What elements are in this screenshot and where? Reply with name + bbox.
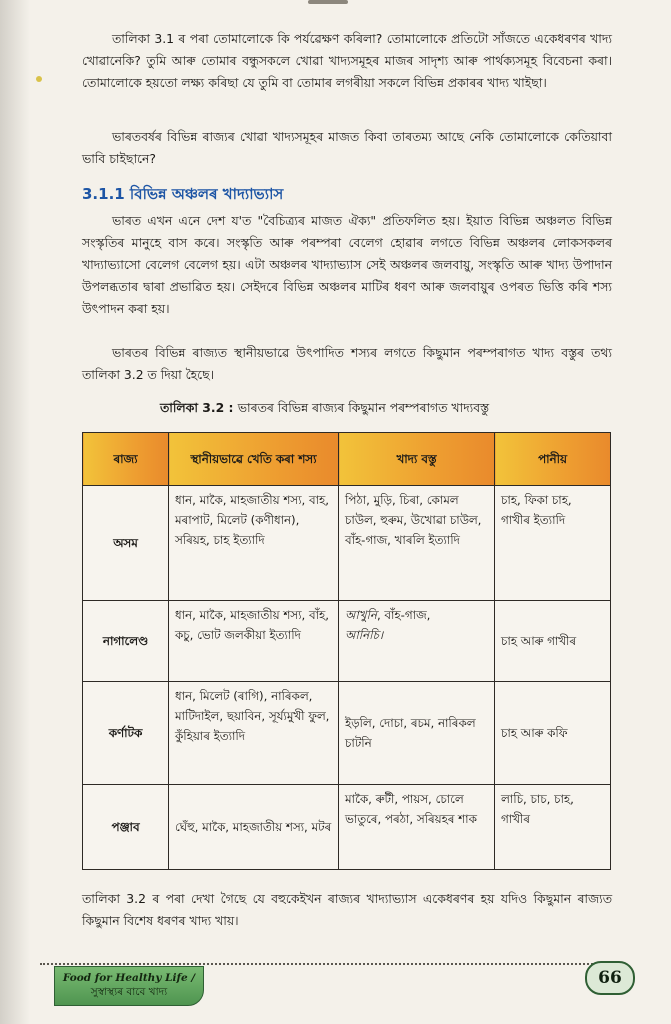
crops-cell: ধান, মাকৈ, মাহজাতীয় শস্য, বাঁহ, কচু, ভোট জলকীয়া ইত্যাদি xyxy=(169,601,339,682)
food-cell: মাকৈ, ৰুটী, পায়স, চোলে ভাতুৰে, পৰঠা, সৰিয়হৰ শাক xyxy=(339,785,495,870)
state-cell: নাগালেণ্ড xyxy=(83,601,169,682)
food-italic-anishi: আনিচি। xyxy=(345,628,384,642)
margin-dot xyxy=(36,76,42,82)
crops-cell: ধান, মিলেট (ৰাগি), নাৰিকল, মাটিদাইল, ছয়াবিন, সূৰ্য্যমুখী ফুল, কুঁহিয়াৰ ইত্যাদি xyxy=(169,682,339,785)
header-food: খাদ্য বস্তু xyxy=(339,433,495,486)
drink-cell: চাহ, ফিকা চাহ, গাখীৰ ইত্যাদি xyxy=(495,486,611,601)
drink-cell: চাহ আৰু গাখীৰ xyxy=(495,601,611,682)
table-caption-text: ভাৰতৰ বিভিন্ন ৰাজ্যৰ কিছুমান পৰম্পৰাগত খাদ্যবস্তু xyxy=(237,400,490,415)
footer-book-title xyxy=(54,966,204,1006)
table-row xyxy=(83,785,611,870)
state-cell: পঞ্জাব xyxy=(83,785,169,870)
book-title-english: Food for Healthy Life / xyxy=(62,972,196,984)
state-cell: অসম xyxy=(83,486,169,601)
drink-cell: চাহ আৰু কফি xyxy=(495,682,611,785)
section-heading: 3.1.1 বিভিন্ন অঞ্চলৰ খাদ্যাভ্যাস xyxy=(82,185,284,203)
closing-paragraph: তালিকা 3.2 ৰ পৰা দেখা গৈছে যে বহুকেইখন ৰাজ্যৰ খাদ্যাভ্যাস একেধৰণৰ হয় যদিও কিছুমান ৰাজ্যত কিছুমান বিশেষ ধৰণৰ খাদ্য খায়। xyxy=(82,891,612,928)
state-cell: কৰ্ণাটক xyxy=(83,682,169,785)
binding-shadow xyxy=(0,0,30,1024)
top-page-mark xyxy=(308,0,348,4)
footer-dotted-line xyxy=(40,963,600,965)
food-cell xyxy=(339,601,495,682)
food-italic-akhuni: আখুনি xyxy=(345,608,377,622)
intro-paragraph-2: ভাৰতবৰ্ষৰ বিভিন্ন ৰাজ্যৰ খোৱা খাদ্যসমূহৰ মাজত কিবা তাৰতম্য আছে নেকি তোমালোকে কেতিয়াবা ভাবি চাইছানে? xyxy=(82,129,612,166)
section-paragraph-2: ভাৰতৰ বিভিন্ন ৰাজ্যত স্থানীয়ভাৱে উৎপাদিত শস্যৰ লগতে কিছুমান পৰম্পৰাগত খাদ্য বস্তুৰ তথ্য তালিকা 3.2 ত দিয়া হৈছে। xyxy=(82,345,612,382)
table-caption-label: তালিকা 3.2 : xyxy=(160,400,234,415)
table-row xyxy=(83,486,611,601)
header-crops: স্থানীয়ভাৱে খেতি কৰা শস্য xyxy=(169,433,339,486)
crops-cell: ধান, মাকৈ, মাহজাতীয় শস্য, বাহ, মৰাপাট, মিলেট (কণীধান), সৰিয়হ, চাহ ইত্যাদি xyxy=(169,486,339,601)
section-paragraph-1: ভাৰত এখন এনে দেশ য'ত "বৈচিত্ৰ্যৰ মাজত ঐক্য" প্ৰতিফলিত হয়। ইয়াত বিভিন্ন অঞ্চলত বিভিন্ন সংস্কৃতিৰ মানুহে বাস কৰে। সংস্কৃতি আৰু পৰম্পৰা বেলেগ হোৱাৰ লগতে বিভিন্ন অঞ্চলৰ লোকসকলৰ খাদ্যাভ্যাসো বেলেগ বেলেগ হয়। এটা অঞ্চলৰ খাদ্যাভ্যাস সেই অঞ্চলৰ জলবায়ু, সংস্কৃতি আৰু খাদ্য উপাদান উপলব্ধতাৰ দ্বাৰা প্ৰভাৱিত হয়। সেইদৰে বিভিন্ন অঞ্চলৰ মাটিৰ ধৰণ আৰু জলবায়ুৰ ওপৰত ভিত্তি কৰি শস্য উৎপাদন কৰা হয়। xyxy=(82,213,612,316)
crops-cell: ঘেঁহু, মাকৈ, মাহজাতীয় শস্য, মটৰ xyxy=(169,785,339,870)
traditional-food-table xyxy=(82,432,611,870)
header-drink: পানীয় xyxy=(495,433,611,486)
table-row xyxy=(83,682,611,785)
drink-cell: লাচি, চাচ, চাহ, গাখীৰ xyxy=(495,785,611,870)
food-cell: পিঠা, মুড়ি, চিৰা, কোমল চাউল, হুৰুম, উখোৱা চাউল, বাঁহ-গাজ, খাৰলি ইত্যাদি xyxy=(339,486,495,601)
food-plain: , বাঁহ-গাজ, xyxy=(376,608,431,622)
intro-paragraph-1: তালিকা 3.1 ৰ পৰা তোমালোকে কি পৰ্যৱেক্ষণ কৰিলা? তোমালোকে প্ৰতিটো সাঁজতে একেধৰণৰ খাদ্য খোৱানেকি? তুমি আৰু তোমাৰ বন্ধুসকলে খোৱা খাদ্যসমূহৰ মাজৰ সাদৃশ্য আৰু পাৰ্থক্যসমূহ বিবেচনা কৰা। তোমালোকে হয়তো লক্ষ্য কৰিছা যে তুমি বা তোমাৰ লগৰীয়া সকলে বিভিন্ন প্ৰকাৰৰ খাদ্য খাইছা। xyxy=(82,31,612,90)
table-row xyxy=(83,601,611,682)
table-header-row xyxy=(83,433,611,486)
header-state: ৰাজ্য xyxy=(83,433,169,486)
table-caption xyxy=(160,400,600,420)
page-number: 66 xyxy=(585,961,635,995)
food-cell: ইড়লি, দোচা, ৰচম, নাৰিকল চাটনি xyxy=(339,682,495,785)
book-title-assamese: সুস্বাস্থ্যৰ বাবে খাদ্য xyxy=(90,986,168,998)
